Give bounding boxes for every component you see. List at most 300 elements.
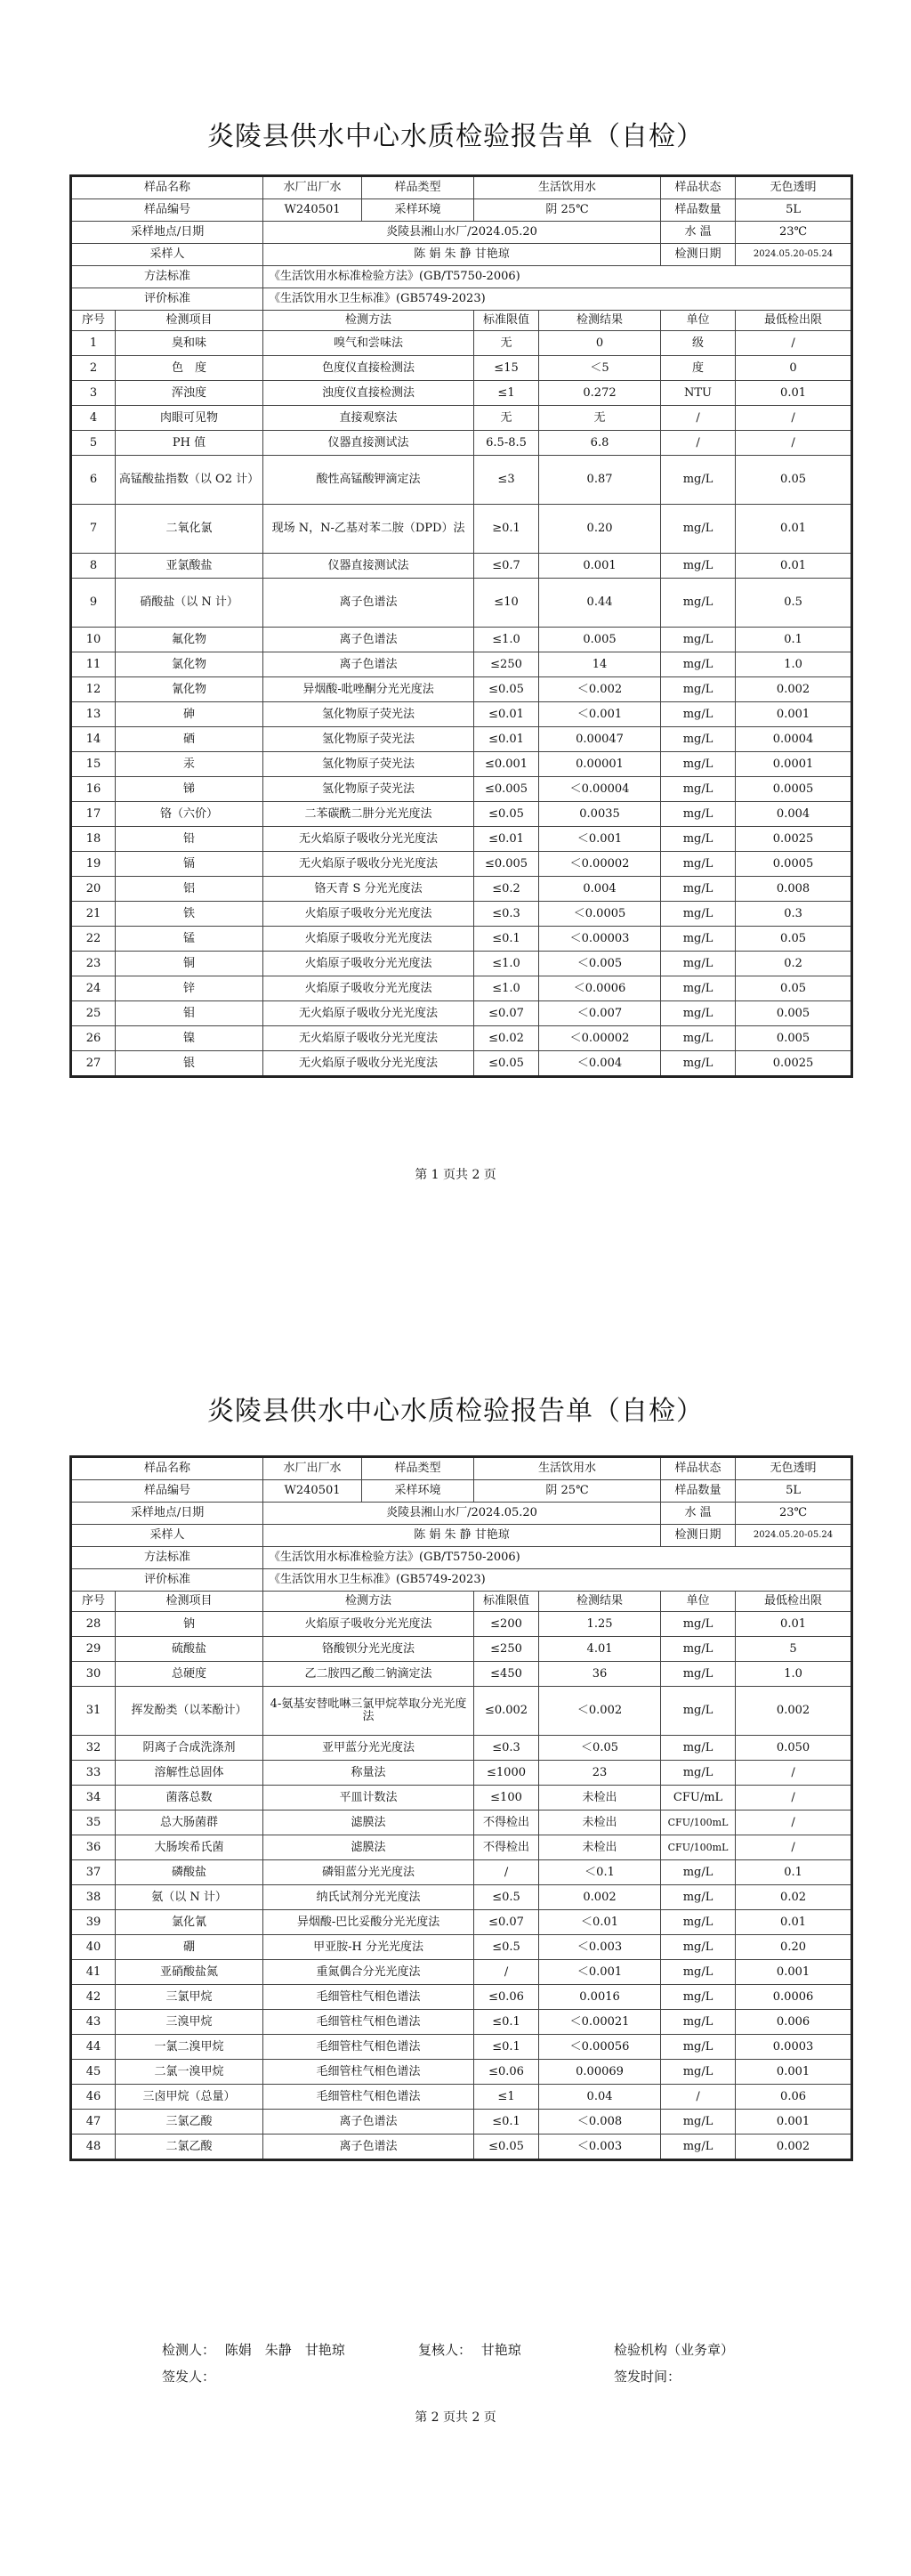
row-min-limit: 0.0006 — [736, 1985, 852, 2010]
row-no: 4 — [71, 406, 116, 431]
table-row — [71, 554, 852, 579]
row-method: 离子色谱法 — [263, 2110, 474, 2135]
table-row — [71, 2060, 852, 2085]
row-unit: mg/L — [661, 827, 736, 852]
row-min-limit: 0.0025 — [736, 827, 852, 852]
row-unit: mg/L — [661, 1985, 736, 2010]
test-date-value: 2024.05.20-05.24 — [736, 244, 852, 266]
row-result: ＜0.003 — [539, 2135, 661, 2160]
water-temp-value: 23℃ — [736, 1503, 852, 1525]
row-limit: ≤0.02 — [474, 1026, 539, 1051]
row-result: ＜0.00021 — [539, 2010, 661, 2035]
report-header — [71, 1457, 852, 1612]
row-result: 0 — [539, 331, 661, 356]
row-unit: CFU/mL — [661, 1786, 736, 1810]
table-row — [71, 827, 852, 852]
row-limit: ≤0.06 — [474, 1985, 539, 2010]
row-item: 铅 — [116, 827, 263, 852]
row-result: ＜0.00002 — [539, 1026, 661, 1051]
table-row — [71, 727, 852, 752]
row-item: 铬（六价） — [116, 802, 263, 827]
row-min-limit: 0.0004 — [736, 727, 852, 752]
row-result: ＜0.002 — [539, 1687, 661, 1736]
row-item: 硫酸盐 — [116, 1637, 263, 1662]
row-no: 18 — [71, 827, 116, 852]
row-unit: mg/L — [661, 1662, 736, 1687]
table-row — [71, 1026, 852, 1051]
sample-no-cell — [263, 199, 474, 222]
row-min-limit: / — [736, 1810, 852, 1835]
row-unit: mg/L — [661, 1051, 736, 1077]
sampler-label: 采样人 — [71, 1525, 263, 1547]
row-limit: ≤0.01 — [474, 702, 539, 727]
tester-names: 陈娟 朱静 甘艳琼 — [224, 2342, 345, 2358]
row-limit: ≤1.0 — [474, 976, 539, 1001]
row-result: ＜0.007 — [539, 1001, 661, 1026]
row-no: 16 — [71, 777, 116, 802]
row-limit: 无 — [474, 406, 539, 431]
table-row — [71, 702, 852, 727]
row-min-limit: 0.002 — [736, 2135, 852, 2160]
row-limit: ≤1 — [474, 2085, 539, 2110]
row-unit: / — [661, 406, 736, 431]
row-no: 36 — [71, 1835, 116, 1860]
row-result: 无 — [539, 406, 661, 431]
col-header: 标准限值 — [474, 1592, 539, 1612]
row-item: 硒 — [116, 727, 263, 752]
table-row — [71, 505, 852, 554]
row-no: 46 — [71, 2085, 116, 2110]
row-method: 滤膜法 — [263, 1810, 474, 1835]
row-result: 0.002 — [539, 1885, 661, 1910]
env-label: 采样环境 — [394, 203, 441, 216]
row-no: 35 — [71, 1810, 116, 1835]
row-result: 未检出 — [539, 1810, 661, 1835]
row-min-limit: 0.002 — [736, 677, 852, 702]
row-min-limit: 0.05 — [736, 456, 852, 505]
row-unit: mg/L — [661, 1960, 736, 1985]
row-item: 肉眼可见物 — [116, 406, 263, 431]
col-header: 检测方法 — [263, 1592, 474, 1612]
row-method: 浊度仪直接检测法 — [263, 381, 474, 406]
qty-value: 5L — [736, 199, 852, 222]
table-row — [71, 752, 852, 777]
row-limit: ≤0.1 — [474, 927, 539, 952]
reviewer-line — [418, 2340, 521, 2359]
row-no: 48 — [71, 2135, 116, 2160]
row-item: 钼 — [116, 1001, 263, 1026]
row-limit: ≤0.001 — [474, 752, 539, 777]
row-limit: ≤15 — [474, 356, 539, 381]
row-method: 纳氏试剂分光光度法 — [263, 1885, 474, 1910]
row-min-limit: 0.20 — [736, 1935, 852, 1960]
row-method: 现场 N，N-乙基对苯二胺（DPD）法 — [263, 505, 474, 554]
row-no: 39 — [71, 1910, 116, 1935]
row-limit: ≤0.05 — [474, 802, 539, 827]
col-header: 序号 — [71, 1592, 116, 1612]
report-table — [69, 174, 853, 1078]
sampler-value: 陈 娟 朱 静 甘艳琼 — [263, 244, 661, 266]
row-method: 氢化物原子荧光法 — [263, 702, 474, 727]
row-method: 色度仪直接检测法 — [263, 356, 474, 381]
test-date-label: 检测日期 — [661, 1525, 736, 1547]
row-min-limit: 0.005 — [736, 1001, 852, 1026]
table-row — [71, 1736, 852, 1761]
row-no: 29 — [71, 1637, 116, 1662]
row-limit: ≤0.07 — [474, 1910, 539, 1935]
method-std-value: 《生活饮用水标准检验方法》(GB/T5750-2006) — [263, 1547, 852, 1569]
row-unit: mg/L — [661, 852, 736, 877]
table-row — [71, 652, 852, 677]
table-row — [71, 1051, 852, 1077]
row-min-limit: 0.1 — [736, 628, 852, 652]
row-no: 31 — [71, 1687, 116, 1736]
table-row — [71, 431, 852, 456]
env-value: 阴 25℃ — [474, 1480, 661, 1503]
table-row — [71, 1612, 852, 1637]
row-unit: mg/L — [661, 652, 736, 677]
row-method: 嗅气和尝味法 — [263, 331, 474, 356]
reviewer-name: 甘艳琼 — [480, 2342, 521, 2358]
row-min-limit: / — [736, 331, 852, 356]
report-page-2 — [0, 1288, 911, 2576]
table-row — [71, 456, 852, 505]
row-item: 镍 — [116, 1026, 263, 1051]
row-unit: 级 — [661, 331, 736, 356]
sample-type-value: 生活饮用水 — [474, 176, 661, 199]
table-row — [71, 2085, 852, 2110]
table-row — [71, 406, 852, 431]
row-item: 亚氯酸盐 — [116, 554, 263, 579]
row-no: 22 — [71, 927, 116, 952]
row-no: 30 — [71, 1662, 116, 1687]
row-method: 无火焰原子吸收分光光度法 — [263, 827, 474, 852]
row-unit: mg/L — [661, 777, 736, 802]
water-temp-value: 23℃ — [736, 222, 852, 244]
row-min-limit: 0.2 — [736, 952, 852, 976]
row-min-limit: / — [736, 406, 852, 431]
row-no: 24 — [71, 976, 116, 1001]
row-no: 32 — [71, 1736, 116, 1761]
row-method: 磷钼蓝分光光度法 — [263, 1860, 474, 1885]
row-no: 42 — [71, 1985, 116, 2010]
row-limit: ≤0.5 — [474, 1935, 539, 1960]
row-unit: mg/L — [661, 1687, 736, 1736]
row-result: 0.005 — [539, 628, 661, 652]
sample-state-label: 样品状态 — [661, 1457, 736, 1480]
row-item: 阴离子合成洗涤剂 — [116, 1736, 263, 1761]
row-unit: mg/L — [661, 579, 736, 628]
row-result: ＜0.002 — [539, 677, 661, 702]
row-no: 25 — [71, 1001, 116, 1026]
row-item: PH 值 — [116, 431, 263, 456]
table-row — [71, 1786, 852, 1810]
row-limit: ≥0.1 — [474, 505, 539, 554]
eval-std-label: 评价标准 — [71, 288, 263, 311]
row-no: 12 — [71, 677, 116, 702]
row-no: 3 — [71, 381, 116, 406]
row-result: 6.8 — [539, 431, 661, 456]
row-min-limit: 0.0025 — [736, 1051, 852, 1077]
sample-name: 水厂出厂水 — [263, 1458, 362, 1479]
row-limit: ≤3 — [474, 456, 539, 505]
row-item: 氟化物 — [116, 628, 263, 652]
table-row — [71, 802, 852, 827]
table-row — [71, 1860, 852, 1885]
test-date-label: 检测日期 — [661, 244, 736, 266]
row-no: 41 — [71, 1960, 116, 1985]
row-method: 直接观察法 — [263, 406, 474, 431]
row-min-limit: 5 — [736, 1637, 852, 1662]
row-min-limit: 0.3 — [736, 902, 852, 927]
row-item: 锑 — [116, 777, 263, 802]
qty-label: 样品数量 — [661, 199, 736, 222]
method-std-label: 方法标准 — [71, 266, 263, 288]
col-header: 检测结果 — [539, 311, 661, 331]
sample-no-label: 样品编号 — [71, 199, 263, 222]
row-method: 铬酸钡分光光度法 — [263, 1637, 474, 1662]
sample-type-label: 样品类型 — [394, 181, 441, 194]
row-limit: ≤0.05 — [474, 2135, 539, 2160]
row-item: 硼 — [116, 1935, 263, 1960]
row-limit: ≤250 — [474, 1637, 539, 1662]
row-item: 三氯甲烷 — [116, 1985, 263, 2010]
row-item: 一氯二溴甲烷 — [116, 2035, 263, 2060]
table-row — [71, 877, 852, 902]
row-no: 2 — [71, 356, 116, 381]
row-limit: 6.5-8.5 — [474, 431, 539, 456]
org-seal-label: 检验机构（业务章） — [614, 2342, 735, 2358]
row-unit: mg/L — [661, 2035, 736, 2060]
row-method: 离子色谱法 — [263, 579, 474, 628]
row-limit: ≤100 — [474, 1786, 539, 1810]
result-rows — [71, 331, 852, 1077]
table-row — [71, 1985, 852, 2010]
col-header: 检测方法 — [263, 311, 474, 331]
report-header — [71, 176, 852, 331]
table-row — [71, 331, 852, 356]
row-min-limit: 1.0 — [736, 1662, 852, 1687]
row-no: 37 — [71, 1860, 116, 1885]
page-footer: 第 2 页共 2 页 — [415, 2410, 496, 2425]
sample-no: W240501 — [263, 1480, 362, 1502]
row-unit: mg/L — [661, 727, 736, 752]
row-item: 二氧化氯 — [116, 505, 263, 554]
row-limit: ≤200 — [474, 1612, 539, 1637]
row-method: 酸性高锰酸钾滴定法 — [263, 456, 474, 505]
row-unit: mg/L — [661, 1761, 736, 1786]
row-result: ＜0.001 — [539, 702, 661, 727]
table-row — [71, 677, 852, 702]
tester-line — [162, 2340, 345, 2359]
row-method: 氢化物原子荧光法 — [263, 777, 474, 802]
row-min-limit: 0.001 — [736, 702, 852, 727]
row-limit: ≤450 — [474, 1662, 539, 1687]
row-no: 20 — [71, 877, 116, 902]
row-unit: mg/L — [661, 1910, 736, 1935]
row-unit: mg/L — [661, 2060, 736, 2085]
row-item: 色 度 — [116, 356, 263, 381]
eval-std-label: 评价标准 — [71, 1569, 263, 1592]
row-min-limit: 0.0005 — [736, 777, 852, 802]
row-method: 氢化物原子荧光法 — [263, 727, 474, 752]
row-limit: ≤1000 — [474, 1761, 539, 1786]
row-no: 34 — [71, 1786, 116, 1810]
row-result: 0.00001 — [539, 752, 661, 777]
row-method: 平皿计数法 — [263, 1786, 474, 1810]
row-limit: ≤0.07 — [474, 1001, 539, 1026]
row-no: 13 — [71, 702, 116, 727]
row-unit: / — [661, 431, 736, 456]
row-method: 无火焰原子吸收分光光度法 — [263, 1026, 474, 1051]
result-rows — [71, 1612, 852, 2160]
row-result: 0.20 — [539, 505, 661, 554]
row-no: 40 — [71, 1935, 116, 1960]
row-method: 离子色谱法 — [263, 2135, 474, 2160]
row-item: 锌 — [116, 976, 263, 1001]
col-header: 检测项目 — [116, 1592, 263, 1612]
row-item: 银 — [116, 1051, 263, 1077]
sample-state-label: 样品状态 — [661, 176, 736, 199]
row-limit: ≤0.3 — [474, 1736, 539, 1761]
row-result: ＜5 — [539, 356, 661, 381]
row-method: 无火焰原子吸收分光光度法 — [263, 1051, 474, 1077]
row-method: 4-氨基安替吡啉三氯甲烷萃取分光光度法 — [263, 1687, 474, 1736]
row-min-limit: 0.005 — [736, 1026, 852, 1051]
row-result: 0.44 — [539, 579, 661, 628]
row-limit: ≤10 — [474, 579, 539, 628]
issue-time-label: 签发时间： — [614, 2369, 681, 2385]
row-item: 汞 — [116, 752, 263, 777]
sample-name-label: 样品名称 — [71, 1457, 263, 1480]
table-row — [71, 1935, 852, 1960]
row-min-limit: 0.004 — [736, 802, 852, 827]
water-temp-label: 水 温 — [661, 1503, 736, 1525]
row-no: 8 — [71, 554, 116, 579]
col-header: 最低检出限 — [736, 311, 852, 331]
row-min-limit: 0.05 — [736, 976, 852, 1001]
row-min-limit: / — [736, 1786, 852, 1810]
row-limit: ≤0.05 — [474, 677, 539, 702]
row-method: 仪器直接测试法 — [263, 431, 474, 456]
table-row — [71, 356, 852, 381]
row-result: ＜0.0005 — [539, 902, 661, 927]
row-min-limit: 0.008 — [736, 877, 852, 902]
row-min-limit: / — [736, 1835, 852, 1860]
table-row — [71, 927, 852, 952]
table-row — [71, 1637, 852, 1662]
row-item: 浑浊度 — [116, 381, 263, 406]
row-unit: mg/L — [661, 702, 736, 727]
row-no: 28 — [71, 1612, 116, 1637]
col-header: 单位 — [661, 311, 736, 331]
page-title: 炎陵县供水中心水质检验报告单（自检） — [207, 1396, 704, 1427]
row-min-limit: 0 — [736, 356, 852, 381]
row-limit: ≤0.5 — [474, 1885, 539, 1910]
row-limit: ≤1.0 — [474, 952, 539, 976]
row-method: 毛细管柱气相色谱法 — [263, 2085, 474, 2110]
row-unit: CFU/100mL — [661, 1810, 736, 1835]
row-result: ＜0.003 — [539, 1935, 661, 1960]
tester-label: 检测人： — [162, 2342, 216, 2358]
col-header: 检测结果 — [539, 1592, 661, 1612]
place-label: 采样地点/日期 — [71, 222, 263, 244]
table-row — [71, 1001, 852, 1026]
row-item: 铜 — [116, 952, 263, 976]
sample-no-label: 样品编号 — [71, 1480, 263, 1503]
row-unit: mg/L — [661, 927, 736, 952]
sampler-value: 陈 娟 朱 静 甘艳琼 — [263, 1525, 661, 1547]
row-item: 镉 — [116, 852, 263, 877]
row-unit: NTU — [661, 381, 736, 406]
row-limit: / — [474, 1860, 539, 1885]
row-item: 砷 — [116, 702, 263, 727]
row-unit: CFU/100mL — [661, 1835, 736, 1860]
row-item: 三氯乙酸 — [116, 2110, 263, 2135]
row-item: 铝 — [116, 877, 263, 902]
row-no: 15 — [71, 752, 116, 777]
row-unit: mg/L — [661, 1860, 736, 1885]
row-no: 43 — [71, 2010, 116, 2035]
row-limit: ≤0.1 — [474, 2110, 539, 2135]
sample-state-value: 无色透明 — [736, 1457, 852, 1480]
row-item: 总大肠菌群 — [116, 1810, 263, 1835]
row-no: 9 — [71, 579, 116, 628]
row-limit: 不得检出 — [474, 1835, 539, 1860]
row-method: 氢化物原子荧光法 — [263, 752, 474, 777]
row-method: 毛细管柱气相色谱法 — [263, 2060, 474, 2085]
row-result: ＜0.1 — [539, 1860, 661, 1885]
table-row — [71, 1810, 852, 1835]
row-item: 二氯一溴甲烷 — [116, 2060, 263, 2085]
row-min-limit: / — [736, 431, 852, 456]
row-limit: ≤0.1 — [474, 2035, 539, 2060]
row-no: 10 — [71, 628, 116, 652]
reviewer-label: 复核人： — [418, 2342, 472, 2358]
row-unit: mg/L — [661, 628, 736, 652]
row-limit: ≤1 — [474, 381, 539, 406]
row-min-limit: 0.01 — [736, 554, 852, 579]
row-unit: mg/L — [661, 1001, 736, 1026]
row-result: 0.87 — [539, 456, 661, 505]
row-result: 未检出 — [539, 1835, 661, 1860]
row-no: 1 — [71, 331, 116, 356]
qty-value: 5L — [736, 1480, 852, 1503]
place-label: 采样地点/日期 — [71, 1503, 263, 1525]
row-item: 总硬度 — [116, 1662, 263, 1687]
table-row — [71, 1910, 852, 1935]
eval-std-value: 《生活饮用水卫生标准》(GB5749-2023) — [263, 288, 852, 311]
row-result: ＜0.0006 — [539, 976, 661, 1001]
row-method: 离子色谱法 — [263, 652, 474, 677]
row-result: 0.004 — [539, 877, 661, 902]
table-row — [71, 1960, 852, 1985]
page-title: 炎陵县供水中心水质检验报告单（自检） — [207, 121, 704, 152]
table-row — [71, 1687, 852, 1736]
row-item: 铁 — [116, 902, 263, 927]
row-unit: mg/L — [661, 2135, 736, 2160]
row-result: 4.01 — [539, 1637, 661, 1662]
env-label: 采样环境 — [394, 1484, 441, 1497]
sample-no-cell — [263, 1480, 474, 1503]
row-no: 17 — [71, 802, 116, 827]
row-min-limit: 0.01 — [736, 381, 852, 406]
row-min-limit: 0.0005 — [736, 852, 852, 877]
row-method: 无火焰原子吸收分光光度法 — [263, 852, 474, 877]
sample-type-value: 生活饮用水 — [474, 1457, 661, 1480]
row-limit: 无 — [474, 331, 539, 356]
row-min-limit: 0.001 — [736, 2060, 852, 2085]
